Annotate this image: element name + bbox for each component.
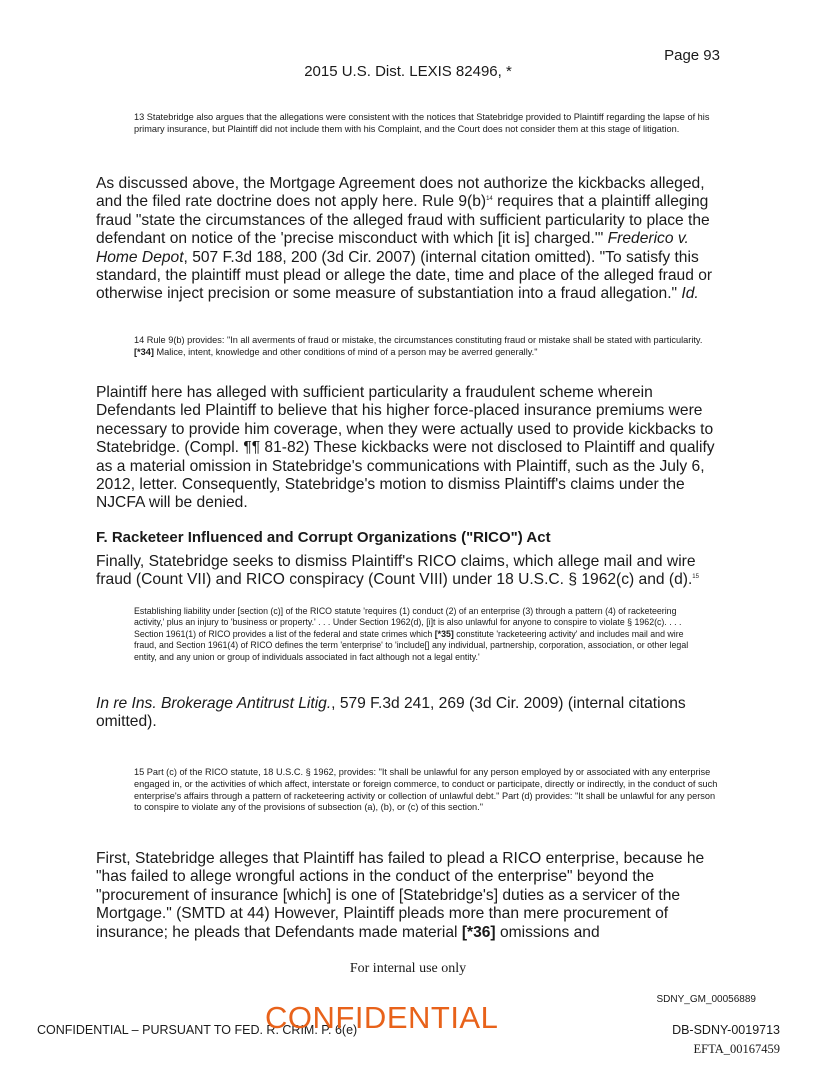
bates-number-db: DB-SDNY-0019713	[672, 1023, 780, 1037]
paragraph-text: requires that a plaintiff alleging fraud "state the circumstances of the alleged fraud with sufficient particularity to place the defendant on notice of the 'precise misconduct with which [it is] charged.'"	[96, 193, 710, 248]
citation-line	[96, 695, 726, 732]
paragraph-text: Finally, Statebridge seeks to dismiss Plaintiff's RICO claims, which allege mail and wire fraud (Count VII) and RICO conspiracy (Count VIII) under 18 U.S.C. § 1962(c) and (d).	[96, 553, 696, 589]
block-quote-rico	[134, 606, 694, 663]
footnote-15: 15 Part (c) of the RICO statute, 18 U.S.C. § 1962, provides: "It shall be unlawful for any person employed by or associated with any enterprise engaged in, or the activities of which affect, interstate or foreign commerce, to conduct or participate, directly or indirectly, in the conduct of such enterprise's affairs through a pattern of racketeering activity or collection of unlawful debt." Part (d) provides: "It shall be unlawful for any person to conspire to violate any of the provisions of subsection (a), (b), or (c) of this section."	[134, 767, 718, 813]
star-page-36: [*36]	[461, 923, 496, 941]
footnote-text: 14 Rule 9(b) provides: "In all averments of fraud or mistake, the circumstances constituting fraud or mistake shall be stated with particularity.	[134, 335, 703, 345]
efta-number: EFTA_00167459	[693, 1042, 780, 1056]
footnote-14	[134, 335, 724, 359]
confidential-stamp: CONFIDENTIAL	[265, 1000, 499, 1035]
id-cite: Id.	[681, 285, 699, 303]
citation-text: , 579 F.3d 241, 269 (3d Cir. 2009) (internal citations omitted).	[96, 695, 686, 731]
footnote-ref-14: 14	[486, 196, 493, 203]
paragraph-text: omissions and	[495, 923, 600, 941]
star-page-34: [*34]	[134, 346, 154, 357]
paragraph-text: First, Statebridge alleges that Plaintiff has failed to plead a RICO enterprise, because he "has failed to allege wrongful actions in the conduct of the enterprise" beyond the "procurement of insurance [which] is one of [Statebridge's] duties as a servicer of the Mortgage." (SMTD at 44) However, Plaintiff pleads more than mere procurement of insurance; he pleads that Defendants made material	[96, 850, 705, 941]
section-heading-rico: F. Racketeer Influenced and Corrupt Organizations ("RICO") Act	[96, 529, 551, 546]
quote-text: constitute 'racketeering activity' and includes mail and wire fraud, and Section 1961(4) of RICO defines the term 'enterprise' to 'include[] any individual, partnership, corporation, association, or other legal entity, and any union or group of individuals associated in fact although not a legal entity.'	[134, 628, 689, 662]
quote-text: Establishing liability under [section (c)] of the RICO statute 'requires (1) conduct (2) of an enterprise (3) through a pattern (4) of racketeering activity,' plus an injury to 'business or property.' . . . Under Section 1962(d), [i]t is also unlawful for anyone to conspire to violate § 1962(c). . . . Section 1961(1) of RICO provides a list of the federal and state crimes which	[134, 606, 682, 639]
paragraph-rico-enterprise	[96, 850, 726, 942]
page-number: Page 93	[664, 47, 720, 64]
paragraph-rico-claims	[96, 553, 726, 590]
bates-number-gm: SDNY_GM_00056889	[656, 994, 756, 1005]
footnote-13: 13 Statebridge also argues that the allegations were consistent with the notices that Statebridge provided to Plaintiff regarding the lapse of his primary insurance, but Plaintiff did not include them with his Complaint, and the Court does not consider them at this stage of litigation.	[134, 112, 710, 134]
paragraph-text: , 507 F.3d 188, 200 (3d Cir. 2007) (internal citation omitted). "To satisfy this standard, the plaintiff must plead or allege the date, time and place of the alleged fraud or otherwise inject precision or some measure of substantiation into a fraud allegation."	[96, 248, 713, 303]
case-name: Frederico v. Home Depot	[96, 230, 689, 266]
case-name: In re Ins. Brokerage Antitrust Litig.	[96, 695, 332, 712]
paragraph-text: As discussed above, the Mortgage Agreement does not authorize the kickbacks alleged, and the filed rate doctrine does not apply here. Rule 9(b)	[96, 175, 705, 211]
running-head-citation: 2015 U.S. Dist. LEXIS 82496, *	[304, 63, 512, 80]
footnote-ref-15: 15	[692, 574, 699, 581]
footnote-text: Malice, intent, knowledge and other conditions of mind of a person may be averred generally."	[153, 346, 538, 357]
star-page-35: [*35]	[434, 628, 454, 639]
internal-use-notice: For internal use only	[349, 961, 467, 976]
paragraph-sufficient-particularity: Plaintiff here has alleged with sufficient particularity a fraudulent scheme wherein Defendants led Plaintiff to believe that his higher force-placed insurance premiums were necessary to provide him coverage, when they were actually used to provide kickbacks to Statebridge. (Compl. ¶¶ 81-82) These kickbacks were not disclosed to Plaintiff and qualify as a material omission in Statebridge's communications with Plaintiff, such as the July 6, 2012, letter. Consequently, Statebridge's motion to dismiss Plaintiff's claims under the NJCFA will be denied.	[96, 384, 715, 512]
confidential-legend: CONFIDENTIAL – PURSUANT TO FED. R. CRIM. P. 6(e)	[37, 1023, 358, 1037]
paragraph-rule-9b	[96, 175, 726, 304]
